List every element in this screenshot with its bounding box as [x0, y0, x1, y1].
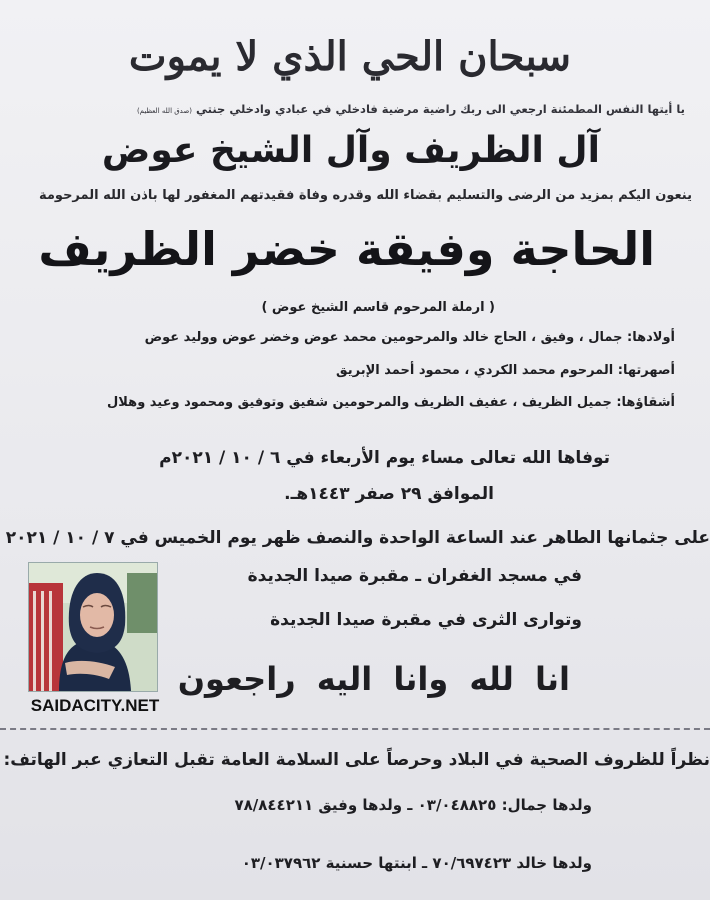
quran-verse — [137, 102, 685, 116]
closing-phrase: انا لله وانا اليه راجعون — [177, 660, 570, 698]
portrait-illustration — [29, 563, 157, 691]
burial-location: وتوارى الثرى في مقبرة صيدا الجديدة — [270, 610, 582, 630]
funeral-prayer: على جثمانها الطاهر عند الساعة الواحدة والنصف ظهر يوم الخميس في ٧ / ١٠ / ٢٠٢١ — [5, 528, 710, 548]
mosque-location: في مسجد الغفران ـ مقبرة صيدا الجديدة — [247, 566, 582, 586]
deceased-photo — [28, 562, 158, 692]
sons-in-law-list: أصهرتها: المرحوم محمد الكردي ، محمود أحمد الإبريق — [336, 363, 675, 378]
mourning-line: ينعون اليكم بمزيد من الرضى والتسليم بقضاء الله وقدره وفاة فقيدتهم المغفور لها باذن الله المرحومة — [38, 188, 692, 203]
calligraphy-heading-text: سبحان الحي الذي لا يموت — [128, 33, 572, 80]
deceased-name: الحاجة وفيقة خضر الظريف — [38, 222, 655, 276]
condolence-note: نظراً للظروف الصحية في البلاد وحرصاً على السلامة العامة تقبل التعازي عبر الهاتف: — [3, 750, 710, 770]
phone-numbers-1: ولدها جمال: ٠٣/٠٤٨٨٢٥ ـ ولدها وفيق ٧٨/٨٤٤٢١١ — [234, 796, 592, 814]
calligraphy-heading — [120, 22, 580, 92]
families-title: آل الظريف وآل الشيخ عوض — [101, 130, 600, 171]
section-divider — [0, 728, 710, 730]
siblings-list: أشقاؤها: جميل الظريف ، عفيف الظريف والمرحومين شفيق وتوفيق ومحمود وعيد وهلال — [107, 395, 675, 410]
watermark-label: SAIDACITY.NET — [30, 696, 160, 715]
widow-of: ( ارملة المرحوم قاسم الشيخ عوض ) — [261, 300, 495, 315]
children-list: أولادها: جمال ، وفيق ، الحاج خالد والمرحومين محمد عوض وخضر عوض ووليد عوض — [144, 330, 675, 345]
phone-numbers-2: ولدها خالد ٧٠/٦٩٧٤٢٣ ـ ابنتها حسنية ٠٣/٠٣٧٩٦٢ — [241, 854, 592, 872]
hijri-date: الموافق ٢٩ صفر ١٤٤٣هـ. — [284, 484, 494, 504]
death-date: توفاها الله تعالى مساء يوم الأربعاء في ٦ / ١٠ / ٢٠٢١م — [159, 448, 610, 468]
verse-text: يا أيتها النفس المطمئنة ارجعي الى ربك راضية مرضية فادخلي في عبادي وادخلي جنتي — [196, 102, 685, 116]
verse-citation: (صدق الله العظيم) — [136, 107, 193, 115]
